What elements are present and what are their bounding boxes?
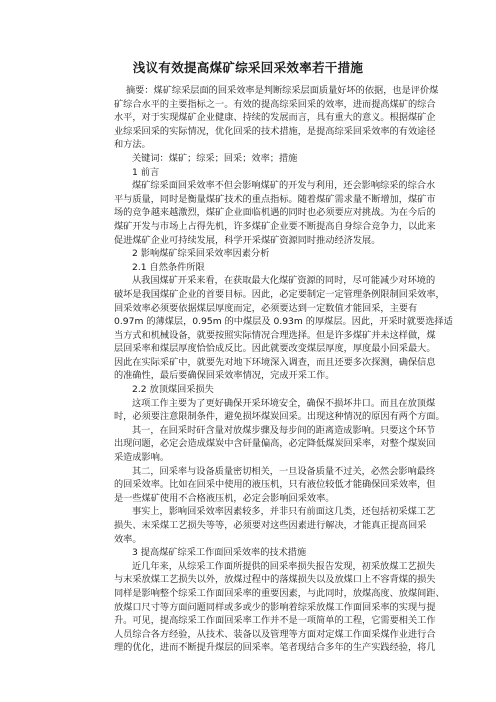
text-line: 当方式和机械设备，就要按照实际情况合理选择。但是许多煤矿并未这样做，煤 xyxy=(114,329,436,341)
text-line: 人员综合各方经验，从技术、装备以及管理等方面对定煤工作面采煤作业进行合 xyxy=(114,628,436,640)
text-line: 放煤口尺寸等方面问题同样或多或少的影响着综采放煤工作面回采率的实现与提 xyxy=(114,601,436,613)
text-line: 业综采回采的实际情况，优化回采的技术措施，是提高综采回采效率的有效途径 xyxy=(114,125,436,137)
text-line: 煤矿综采面回采效率不但会影响煤矿的开发与利用，还会影响综采的综合水 xyxy=(132,180,436,192)
text-line: 的准确性，最后要确保回采效率情况，完成开采工作。 xyxy=(114,370,335,382)
text-line: 是一些煤矿使用不合格液压机，必定会影响回采效率。 xyxy=(114,492,335,504)
text-line: 出现问题，必定会造成煤炭中含矸量偏高，必定降低煤炭回采率，对整个煤炭回 xyxy=(114,438,436,450)
document-body xyxy=(114,84,453,655)
text-line: 与末采放煤工艺损失以外，放煤过程中的落煤损失以及放煤口上不容背煤的损失 xyxy=(114,574,436,586)
text-line: 平与质量，同时是衡量煤矿技术的重点指标。随着煤矿需求量不断增加，煤矿市 xyxy=(114,193,436,205)
text-line: 2 影响煤矿综采回采效率因素分析 xyxy=(132,248,270,260)
text-line: 时，必须要注意限制条件，避免损坏煤炭回采。出现这种情况的原因有两个方面。 xyxy=(114,411,445,423)
text-line: 3 提高煤矿综采工作面回采效率的技术措施 xyxy=(132,547,307,559)
text-line: 损失、末采煤工艺损失等等，必须要对这些因素进行解决，才能真正提高回采 xyxy=(114,520,427,531)
text-line: 回采效率必须要依据煤层厚度而定，必须要达到一定数值才能回采，主要有 xyxy=(114,302,418,314)
document-title: 浅议有效提高煤矿综采回采效率若干措施 xyxy=(132,60,364,75)
text-line: 的回采效率。比如在回采中使用的液压机，只有液位较低才能确保回采效率，但 xyxy=(114,479,436,491)
text-line: 摘要：煤矿综采层面的回采效率是判断综采层面质量好坏的依据，也是评价煤 xyxy=(126,85,439,96)
text-line: 煤矿开发与市场上占得先机，许多煤矿企业要不断提高自身综合竞争力，以此来 xyxy=(114,220,436,232)
text-line: 场的竞争越来越激烈，煤矿企业面临机遇的同时也必须要应对挑战。为在今后的 xyxy=(114,207,436,219)
text-line: 2.2 放顶煤回采损失 xyxy=(132,384,214,396)
text-line: 因此在实际采矿中，就要先对地下环境深入调查，而且还要多次探测，确保信息 xyxy=(114,356,436,368)
text-line: 1 前言 xyxy=(132,166,160,178)
text-line: 层回采率和煤层厚度恰恰成反比。因此就要改变煤层厚度，厚度最小回采最大。 xyxy=(114,343,436,355)
text-line: 从我国煤矿开采来看，在获取最大化煤矿资源的同时，尽可能减少对环境的 xyxy=(132,275,436,287)
text-line: 0.97m 的薄煤层，0.95m 的中煤层及 0.93m 的厚煤层。因此，开采时就要选择适 xyxy=(114,316,453,328)
text-line: 和方法。 xyxy=(114,139,151,151)
text-line: 其二，回采率与设备质量密切相关，一旦设备质量不过关，必然会影响最终 xyxy=(132,465,436,477)
text-line: 同样是影响整个综采工作面回采率的重要因素，与此同时，放煤高度、放煤间距、 xyxy=(114,587,445,599)
text-line: 其一，在回采时矸含量对放煤步骤及每步间的距离造成影响。只要这个环节 xyxy=(132,424,436,436)
text-line: 这项工作主要为了更好确保开采环境安全，确保不损坏井口。而且在放顶煤 xyxy=(132,397,436,409)
text-line: 效率。 xyxy=(114,533,142,545)
text-line: 升。可见，提高综采工作面回采率工作并不是一项简单的工程，它需要相关工作 xyxy=(114,615,436,627)
text-line: 2.1 自然条件所限 xyxy=(132,261,205,273)
text-line: 关键词：煤矿；综采；回采；效率；措施 xyxy=(132,152,298,164)
text-line: 近几年来，从综采工作面所提供的回采率损失报告发现，初采放煤工艺损失 xyxy=(132,560,436,572)
text-line: 矿综合水平的主要指标之一。有效的提高综采回采的效率，进而提高煤矿的综合 xyxy=(114,98,436,110)
text-line: 事实上，影响回采效率因素较多，并非只有前面这几类，还包括初采煤工艺 xyxy=(132,506,436,518)
text-line: 采造成影响。 xyxy=(114,452,170,464)
text-line: 水平，对于实现煤矿企业健康、持续的发展而言，具有重大的意义。根据煤矿企 xyxy=(114,112,436,124)
text-line: 理的优化，进而不断提升煤层的回采率。笔者现结合多年的生产实践经验，将几 xyxy=(114,642,436,654)
text-line: 促进煤矿企业可持续发展，科学开采煤矿资源同时推动经济发展。 xyxy=(114,234,381,246)
text-line: 破坏是我国煤矿企业的首要目标。因此，必定要制定一定管理条例限制回采效率， xyxy=(114,288,445,300)
